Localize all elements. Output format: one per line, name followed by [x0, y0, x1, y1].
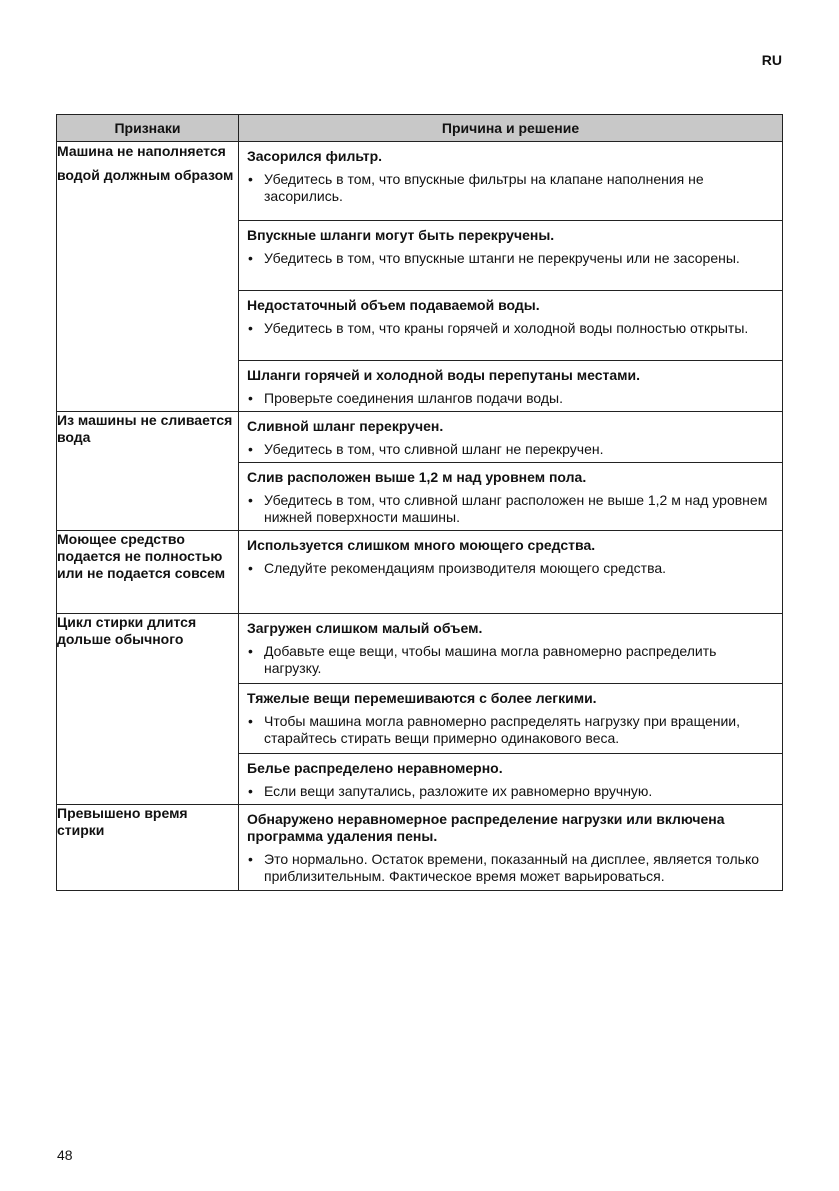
- solution-cell: [239, 614, 783, 805]
- cause-block: [239, 462, 782, 530]
- symptom-cell: [57, 805, 239, 891]
- table-row: [57, 614, 783, 805]
- table-row: [57, 805, 783, 891]
- cause-block: [239, 220, 782, 290]
- language-label: RU: [761, 52, 782, 68]
- symptom-text: Моющее средство подается не полностью или не подается совсем: [57, 531, 226, 581]
- fix-bullet: • Добавьте еще вещи, чтобы машина могла равномерно распределить нагрузку.: [247, 643, 772, 677]
- cause-title: Слив расположен выше 1,2 м над уровнем пола.: [247, 469, 587, 485]
- symptom-cell: [57, 614, 239, 805]
- solution-cell: [239, 531, 783, 614]
- fix-bullet: • Если вещи запутались, разложите их равномерно вручную.: [247, 783, 772, 800]
- fix-bullet: • Это нормально. Остаток времени, показанный на дисплее, является только приблизительным. Фактическое время может варьироваться.: [247, 851, 772, 885]
- cause-block: [239, 142, 782, 220]
- fix-bullet: • Убедитесь в том, что впускные фильтры на клапане наполнения не засорились.: [247, 171, 772, 205]
- cause-block: [239, 683, 782, 753]
- fix-bullet: • Чтобы машина могла равномерно распределять нагрузку при вращении, старайтесь стирать вещи примерно одинакового веса.: [247, 713, 772, 747]
- fix-bullet: • Следуйте рекомендациям производителя моющего средства.: [247, 560, 772, 577]
- table-row: [57, 531, 783, 614]
- cause-block: [239, 531, 782, 613]
- symptom-text: Из машины не сливается вода: [57, 412, 233, 445]
- fix-bullet: • Проверьте соединения шлангов подачи воды.: [247, 390, 772, 407]
- fix-bullet: • Убедитесь в том, что сливной шланг расположен не выше 1,2 м над уровнем нижней поверхности машины.: [247, 492, 772, 526]
- fix-bullet: • Убедитесь в том, что краны горячей и холодной воды полностью открыты.: [247, 320, 772, 337]
- cause-title: Загружен слишком малый объем.: [247, 620, 483, 636]
- fix-bullet: • Убедитесь в том, что впускные штанги не перекручены или не засорены.: [247, 250, 772, 267]
- symptom-cell: [57, 412, 239, 531]
- cause-block: [239, 614, 782, 683]
- table-row: [57, 142, 783, 412]
- cause-block: [239, 290, 782, 360]
- column-header-solution: Причина и решение: [239, 115, 783, 142]
- cause-title: Используется слишком много моющего средства.: [247, 537, 596, 553]
- symptom-text: Цикл стирки длится дольше обычного: [57, 614, 197, 647]
- cause-block: [239, 412, 782, 462]
- cause-title: Белье распределено неравномерно.: [247, 760, 503, 776]
- cause-title: Обнаружено неравномерное распределение нагрузки или включена программа удаления пены.: [247, 811, 725, 844]
- symptom-cell: [57, 531, 239, 614]
- solution-cell: [239, 805, 783, 891]
- cause-title: Тяжелые вещи перемешиваются с более легкими.: [247, 690, 597, 706]
- cause-title: Недостаточный объем подаваемой воды.: [247, 297, 540, 313]
- symptom-cell: [57, 142, 239, 412]
- cause-block: [239, 805, 782, 890]
- solution-cell: [239, 412, 783, 531]
- cause-title: Засорился фильтр.: [247, 148, 383, 164]
- fix-bullet: • Убедитесь в том, что сливной шланг не перекручен.: [247, 441, 772, 458]
- column-header-symptoms: Признаки: [57, 115, 239, 142]
- cause-title: Впускные шланги могут быть перекручены.: [247, 227, 555, 243]
- page-number: 48: [57, 1147, 73, 1163]
- cause-title: Шланги горячей и холодной воды перепутаны местами.: [247, 367, 640, 383]
- symptom-text: Превышено время стирки: [57, 805, 188, 838]
- table-header-row: [57, 115, 783, 142]
- cause-block: [239, 753, 782, 804]
- solution-cell: [239, 142, 783, 412]
- table-row: [57, 412, 783, 531]
- symptom-text: Машина не наполняется водой должным образом: [57, 143, 234, 183]
- troubleshooting-table: [56, 114, 783, 891]
- cause-title: Сливной шланг перекручен.: [247, 418, 444, 434]
- cause-block: [239, 360, 782, 411]
